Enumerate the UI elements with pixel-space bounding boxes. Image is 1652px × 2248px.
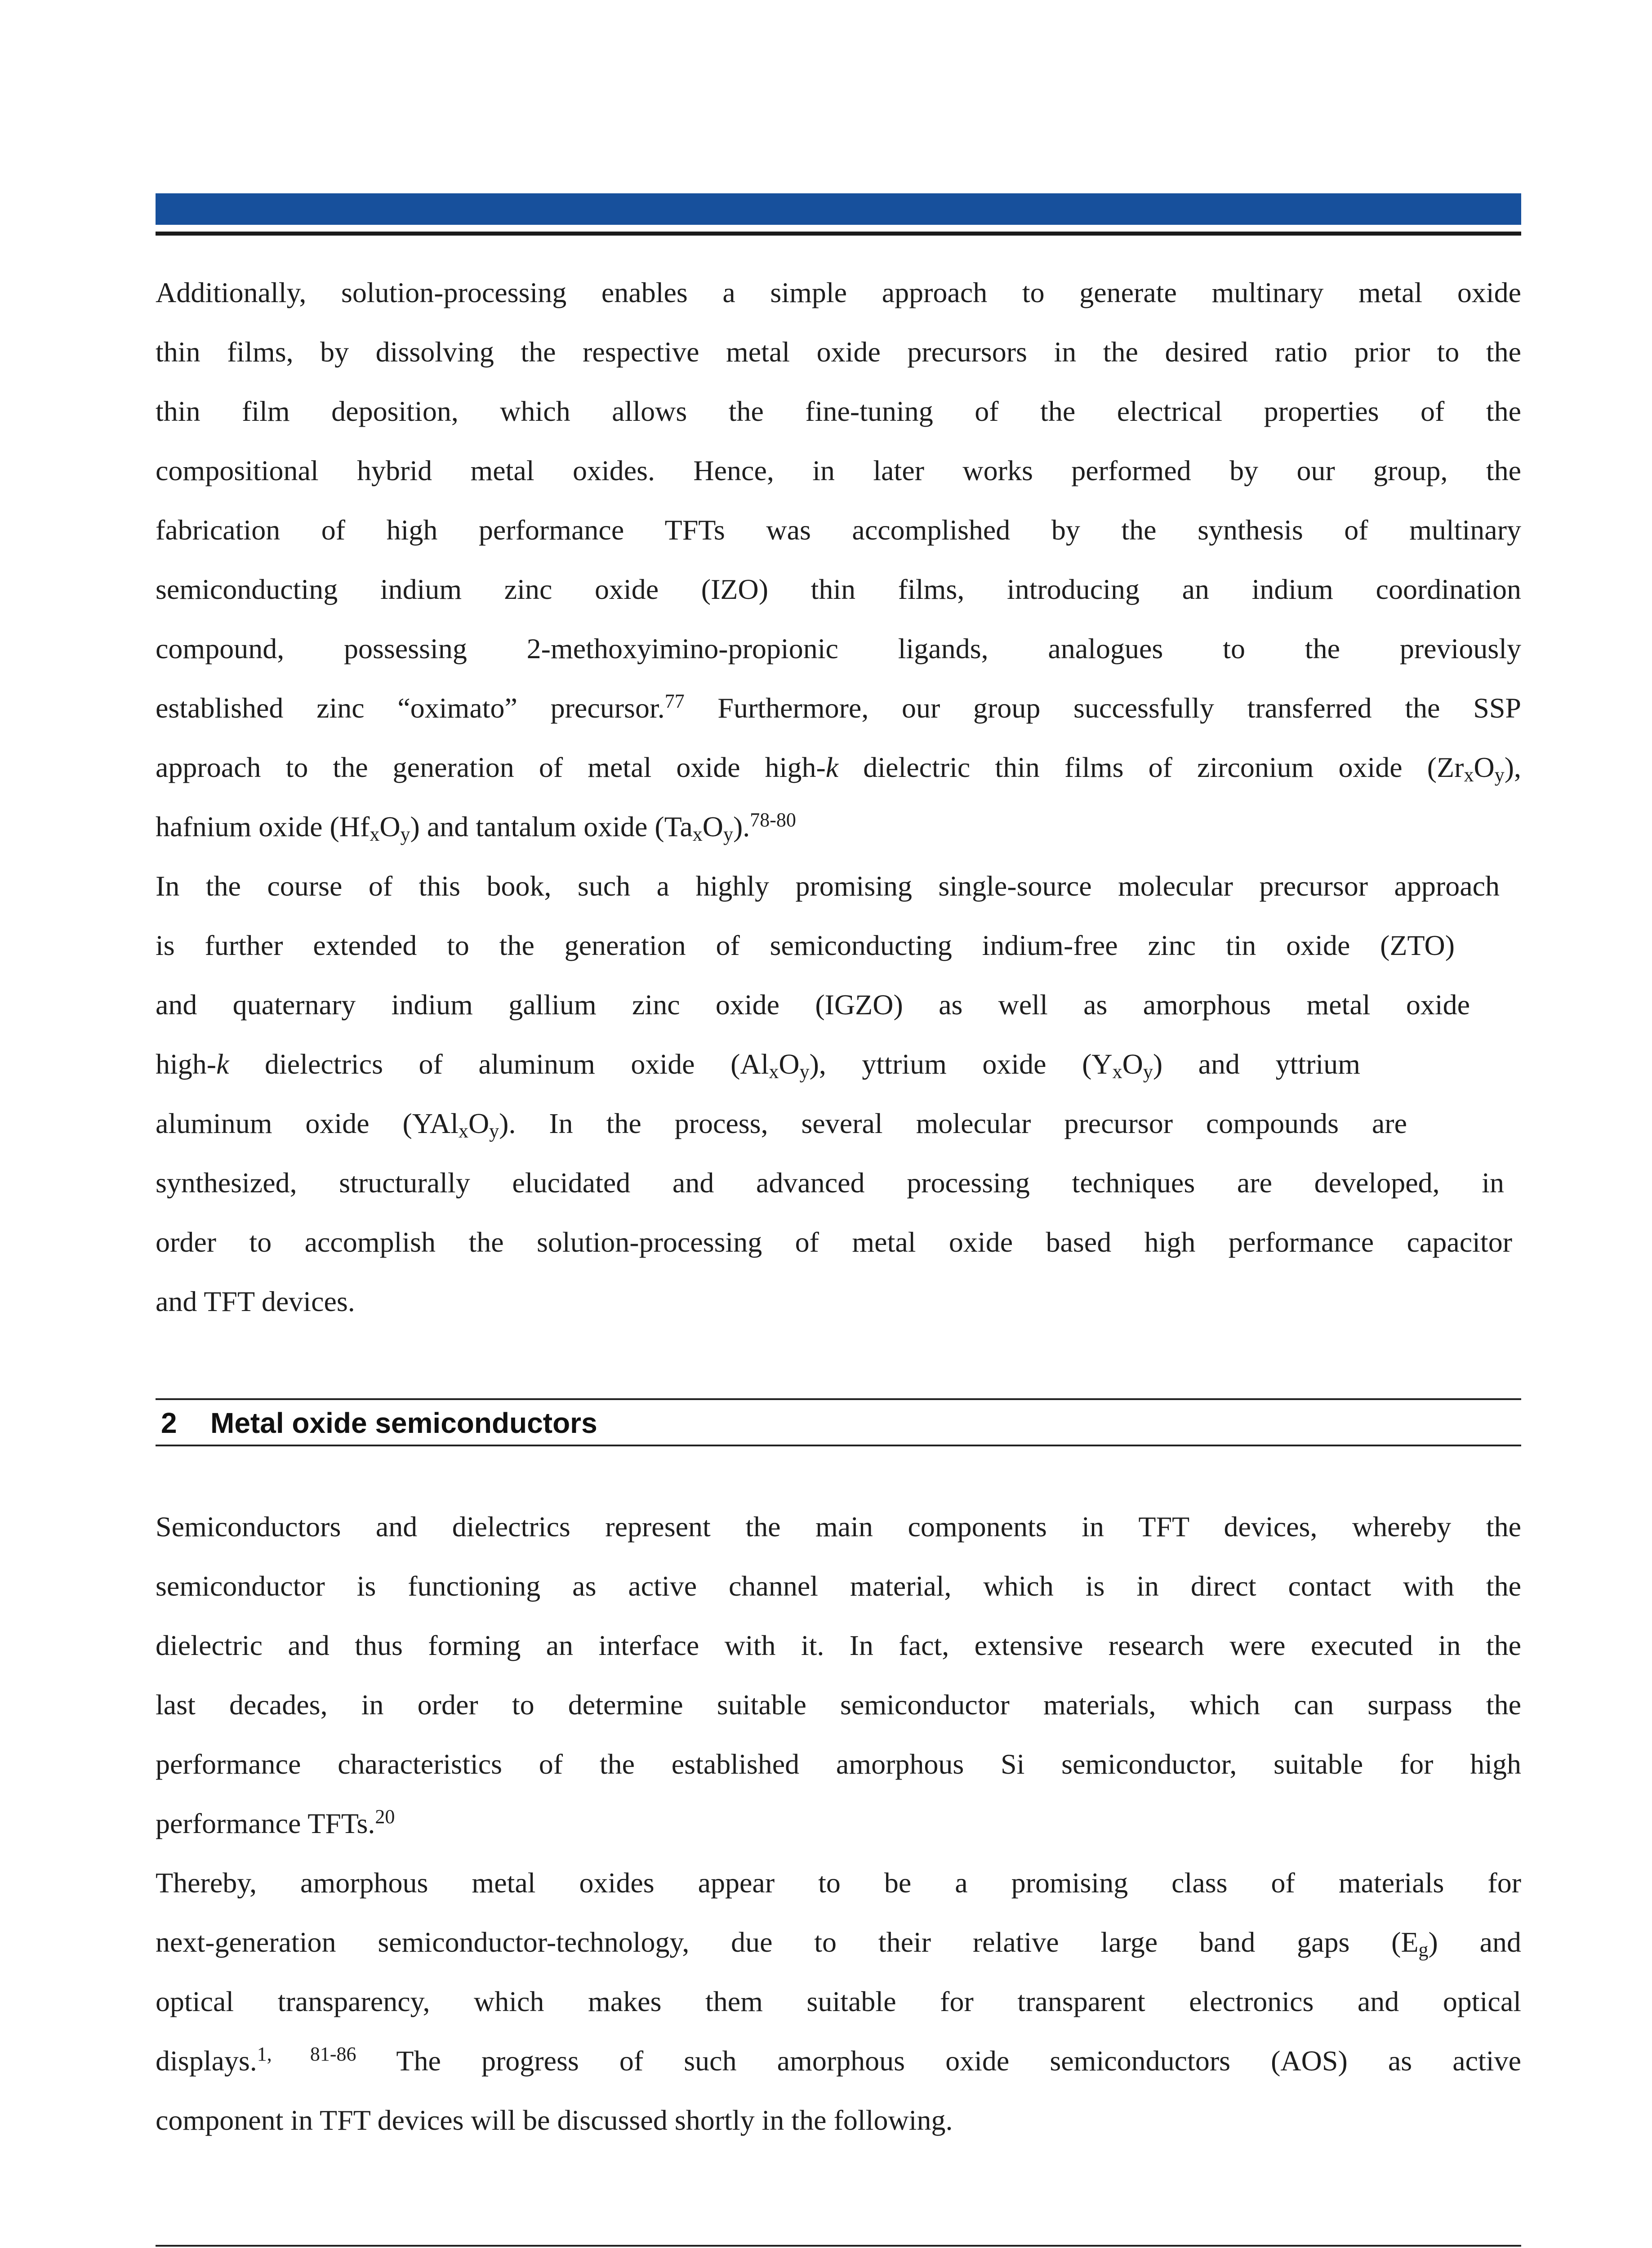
subscript: x <box>370 823 380 845</box>
italic-k: k <box>216 1048 229 1080</box>
text-run: ), <box>1504 751 1522 783</box>
text-line <box>156 2031 1521 2091</box>
citation: 20 <box>375 1806 395 1828</box>
subscript: y <box>400 823 410 845</box>
text-run: hafnium oxide (Hf <box>156 811 370 843</box>
text-line: Semiconductors and dielectrics represent the main components in TFT devices, whereby the <box>156 1511 1521 1543</box>
text-line: thin film deposition, which allows the fine-tuning of the electrical properties of the <box>156 395 1521 427</box>
subscript: x <box>1112 1061 1122 1083</box>
text-line <box>156 797 1521 856</box>
subscript: y <box>1143 1061 1153 1083</box>
text-line: compound, possessing 2-methoxyimino-propionic ligands, analogues to the previously <box>156 633 1521 665</box>
text-run: ) and <box>1428 1926 1522 1958</box>
text-run: dielectrics of aluminum oxide (Al <box>229 1048 769 1080</box>
subscript: x <box>692 823 703 845</box>
subscript: y <box>723 823 733 845</box>
text-line: thin films, by dissolving the respective metal oxide precursors in the desired ratio prior to the <box>156 336 1521 368</box>
text-line: fabrication of high performance TFTs was accomplished by the synthesis of multinary <box>156 514 1521 546</box>
section-title: Metal oxide semiconductors <box>210 1407 597 1439</box>
text-line <box>156 1094 1407 1153</box>
text-line <box>156 1794 1521 1853</box>
text-run: O <box>702 811 723 843</box>
section-rule-top <box>156 1398 1521 1400</box>
text-run: ) and yttrium <box>1153 1048 1361 1080</box>
text-line: Thereby, amorphous metal oxides appear to be a promising class of materials for <box>156 1867 1521 1899</box>
text-run: The progress of such amorphous oxide semiconductors (AOS) as active <box>356 2045 1521 2077</box>
text-line <box>156 678 1521 738</box>
text-line <box>156 738 1521 797</box>
citation: 78-80 <box>750 809 796 831</box>
text-run: ) and tantalum oxide (Ta <box>410 811 693 843</box>
section-number: 2 <box>161 1407 177 1439</box>
text-run: O <box>379 811 401 843</box>
text-run: next-generation semiconductor-technology, due to their relative large band gaps (E <box>156 1926 1419 1958</box>
text-line: optical transparency, which makes them suitable for transparent electronics and optical <box>156 1985 1521 2017</box>
text-run: ). In the process, several molecular precursor compounds are <box>499 1107 1407 1139</box>
subscript: x <box>458 1120 468 1142</box>
text-line <box>156 1913 1521 1972</box>
text-run: O <box>468 1107 490 1139</box>
paragraph-3 <box>156 1497 1521 1853</box>
text-line: and TFT devices. <box>156 1285 355 1317</box>
text-run: Furthermore, our group successfully transferred the SSP <box>684 692 1521 724</box>
italic-k: k <box>825 751 839 783</box>
text-line: order to accomplish the solution-processing of metal oxide based high performance capacitor <box>156 1226 1512 1258</box>
subscript: y <box>799 1061 810 1083</box>
text-line: dielectric and thus forming an interface with it. In fact, extensive research were executed in the <box>156 1629 1521 1661</box>
citation: 1, 81-86 <box>257 2043 356 2065</box>
subscript: x <box>1464 764 1474 786</box>
text-line: and quaternary indium gallium zinc oxide (IGZO) as well as amorphous metal oxide <box>156 989 1470 1021</box>
subscript: y <box>1494 764 1505 786</box>
subscript: x <box>769 1061 779 1083</box>
text-line: In the course of this book, such a highly promising single-source molecular precursor approach <box>156 870 1500 902</box>
subscript: g <box>1418 1939 1429 1961</box>
footer-rule <box>156 2245 1521 2247</box>
text-line: compositional hybrid metal oxides. Hence, in later works performed by our group, the <box>156 455 1521 486</box>
subscript: y <box>489 1120 499 1142</box>
text-run: high- <box>156 1048 217 1080</box>
text-run: established zinc “oximato” precursor. <box>156 692 665 724</box>
text-run: O <box>1474 751 1495 783</box>
text-run: displays. <box>156 2045 257 2077</box>
text-run: ). <box>733 811 750 843</box>
paragraph-2 <box>156 856 1512 1331</box>
text-run: O <box>1122 1048 1143 1080</box>
text-line: is further extended to the generation of semiconducting indium-free zinc tin oxide (ZTO) <box>156 929 1455 961</box>
section-rule-bottom <box>156 1445 1521 1446</box>
text-line: performance characteristics of the established amorphous Si semiconductor, suitable for high <box>156 1748 1521 1780</box>
text-run: aluminum oxide (YAl <box>156 1107 459 1139</box>
header-rule <box>156 232 1521 236</box>
header-color-bar <box>156 193 1521 225</box>
text-line: synthesized, structurally elucidated and advanced processing techniques are developed, in <box>156 1167 1504 1199</box>
text-line: semiconducting indium zinc oxide (IZO) thin films, introducing an indium coordination <box>156 573 1521 605</box>
paragraph-4 <box>156 1853 1521 2150</box>
text-line: component in TFT devices will be discussed shortly in the following. <box>156 2104 953 2136</box>
text-line <box>156 1035 1360 1094</box>
text-run: O <box>779 1048 800 1080</box>
text-line: last decades, in order to determine suitable semiconductor materials, which can surpass the <box>156 1689 1521 1721</box>
text-run: dielectric thin films of zirconium oxide (Zr <box>838 751 1464 783</box>
section-heading <box>161 1402 597 1444</box>
text-run: approach to the generation of metal oxide high- <box>156 751 826 783</box>
text-line: Additionally, solution-processing enables a simple approach to generate multinary metal oxide <box>156 277 1521 308</box>
text-run: performance TFTs. <box>156 1807 375 1839</box>
text-run: ), yttrium oxide (Y <box>809 1048 1113 1080</box>
citation: 77 <box>664 690 685 712</box>
paragraph-1 <box>156 263 1521 856</box>
text-line: semiconductor is functioning as active channel material, which is in direct contact with the <box>156 1570 1521 1602</box>
